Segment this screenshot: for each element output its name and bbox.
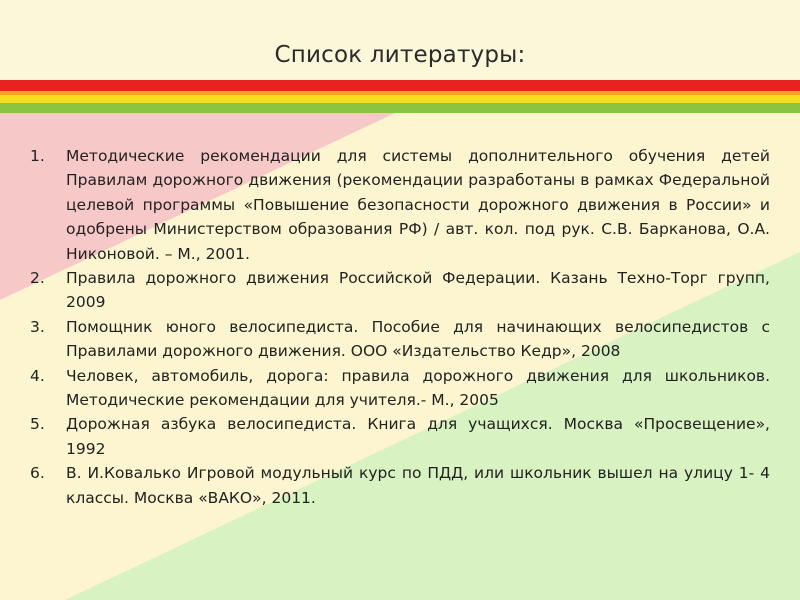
item-text: Человек, автомобиль, дорога: правила дорожного движения для школьников. Методические рекомендации для учителя.- М., 2005: [66, 366, 770, 410]
item-number: 4.: [30, 366, 45, 385]
stripe-green: [0, 103, 800, 113]
item-number: 5.: [30, 415, 45, 434]
list-item: [30, 412, 770, 461]
item-text: Дорожная азбука велосипедиста. Книга для учащихся. Москва «Просвещение», 1992: [66, 415, 770, 458]
stripe-red: [0, 80, 800, 91]
item-text: Правила дорожного движения Российской Федерации. Казань Техно-Торг групп, 2009: [66, 269, 770, 312]
item-number: 2.: [30, 269, 45, 288]
page-title: Список литературы:: [274, 42, 526, 68]
item-number: 3.: [30, 317, 45, 336]
item-number: 1.: [30, 147, 45, 165]
item-text: Методические рекомендации для системы дополнительного обучения детей Правилам дорожного движения (рекомендации разработаны в рамках Федеральной целевой программы «Повышение безопасности дорожного движения в России» и одобрены Министерством образования РФ) / авт. кол. под рук. С.В. Барканова, О.А. Никоновой. – М., 2001.: [66, 147, 770, 263]
list-item: [30, 144, 770, 266]
item-text: В. И.Ковалько Игровой модульный курс по ПДД, или школьник вышел на улицу 1- 4 классы. Москва «ВАКО», 2011.: [66, 464, 770, 507]
list-item: [30, 315, 770, 364]
list-item: [30, 461, 770, 510]
item-text: Помощник юного велосипедиста. Пособие для начинающих велосипедистов с Правилами дорожного движения. ООО «Издательство Кедр», 2008: [66, 317, 770, 361]
stripe-orange: [0, 91, 800, 95]
list-item: [30, 266, 770, 315]
list-item: [30, 364, 770, 413]
stripe-yellow: [0, 95, 800, 103]
top-background: [0, 0, 800, 82]
reference-list: [30, 144, 770, 510]
item-number: 6.: [30, 464, 45, 483]
